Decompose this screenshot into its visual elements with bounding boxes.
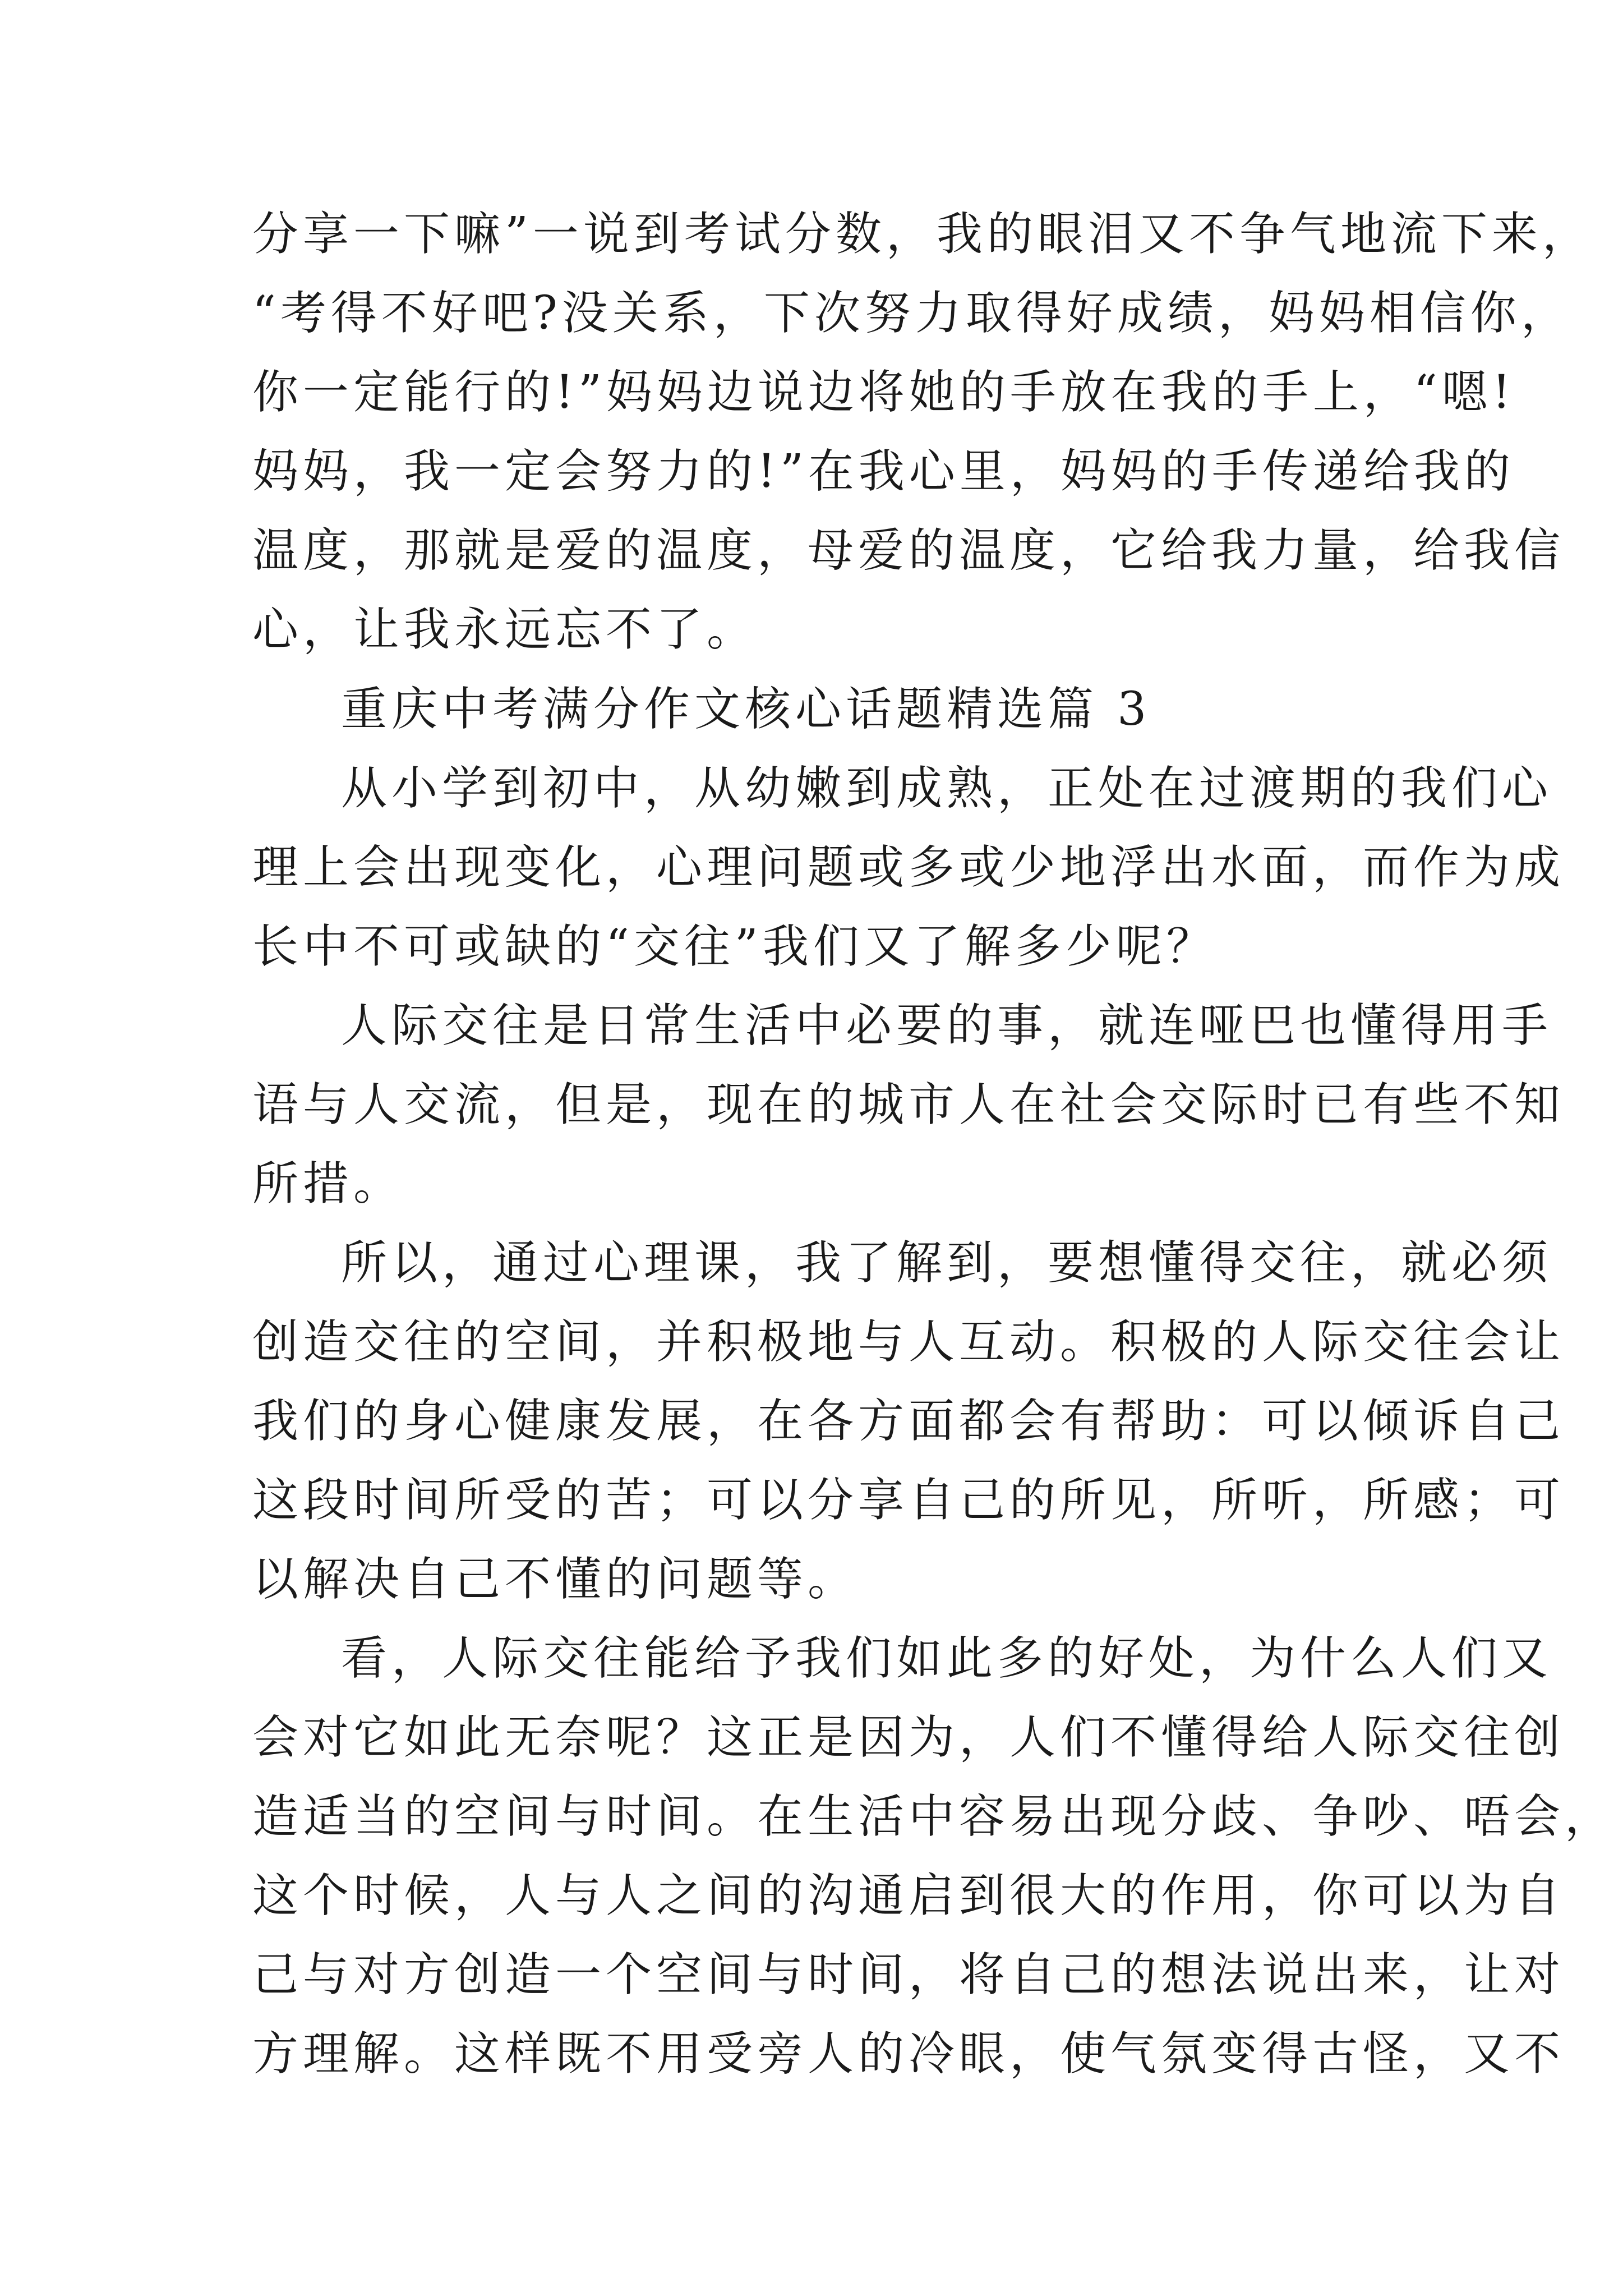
text-line: 你一定能行的!”妈妈边说边将她的手放在我的手上，“嗯!	[252, 366, 1515, 419]
text-line: 温度，那就是爱的温度，母爱的温度，它给我力量，给我信	[252, 524, 1565, 577]
text-line: 所措。	[252, 1157, 404, 1211]
text-line: 创造交往的空间，并积极地与人互动。积极的人际交往会让	[252, 1315, 1565, 1369]
text-line: 从小学到初中，从幼嫩到成熟，正处在过渡期的我们心	[341, 762, 1553, 815]
text-line: 方理解。这样既不用受旁人的冷眼，使气氛变得古怪，又不	[252, 2027, 1565, 2081]
section-heading: 重庆中考满分作文核心话题精选篇 3	[341, 683, 1151, 736]
text-line: 分享一下嘛”一说到考试分数，我的眼泪又不争气地流下来，	[252, 208, 1593, 261]
text-line: 妈妈，我一定会努力的!”在我心里，妈妈的手传递给我的	[252, 445, 1515, 498]
text-line: 这段时间所受的苦；可以分享自己的所见，所听，所感；可	[252, 1474, 1565, 1527]
text-line: 理上会出现变化，心理问题或多或少地浮出水面，而作为成	[252, 841, 1565, 894]
text-line: 语与人交流，但是，现在的城市人在社会交际时已有些不知	[252, 1078, 1565, 1131]
text-line: 我们的身心健康发展，在各方面都会有帮助：可以倾诉自己	[252, 1395, 1565, 1448]
text-line: 心，让我永远忘不了。	[252, 603, 758, 656]
text-line: 看，人际交往能给予我们如此多的好处，为什么人们又	[341, 1632, 1553, 1685]
text-line: 造适当的空间与时间。在生活中容易出现分歧、争吵、唔会，	[252, 1790, 1616, 1843]
text-line: 长中不可或缺的“交往”我们又了解多少呢？	[252, 920, 1217, 973]
text-line: “考得不好吧?没关系，下次努力取得好成绩，妈妈相信你，	[252, 287, 1571, 340]
text-line: 会对它如此无奈呢？这正是因为，人们不懂得给人际交往创	[252, 1711, 1565, 1764]
text-line: 所以，通过心理课，我了解到，要想懂得交往，就必须	[341, 1236, 1553, 1290]
text-line: 己与对方创造一个空间与时间，将自己的想法说出来，让对	[252, 1948, 1565, 2001]
text-line: 人际交往是日常生活中必要的事，就连哑巴也懂得用手	[341, 999, 1553, 1052]
text-line: 以解决自己不懂的问题等。	[252, 1553, 859, 1606]
text-line: 这个时候，人与人之间的沟通启到很大的作用，你可以为自	[252, 1869, 1565, 1922]
